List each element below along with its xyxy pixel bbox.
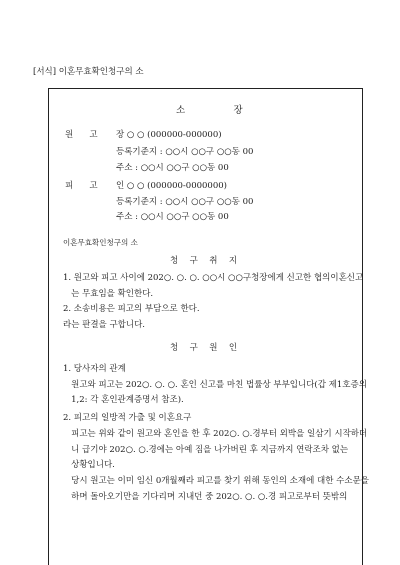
plaintiff-role: 원 고	[65, 130, 98, 140]
plaintiff-address: 주소 : ○○시 ○○구 ○○동 00	[116, 163, 229, 173]
claim-line: 2. 소송비용은 피고의 부담으로 한다.	[63, 304, 200, 314]
reason-line: 2. 피고의 일방적 가출 및 이혼요구	[63, 413, 192, 423]
form-label: [서식] 이혼무효확인청구의 소	[33, 67, 144, 77]
plaintiff-registry: 등록기준지 : ○○시 ○○구 ○○동 00	[116, 147, 254, 157]
reason-line: 하며 돌아오기만을 기다리며 지내던 중 202○. ○. ○.경 피고로부터 뜻밖의	[63, 492, 348, 502]
reason-line: 1,2: 각 혼인관계증명서 참조).	[63, 395, 184, 405]
reason-line: 1. 당사자의 관계	[63, 364, 126, 374]
defendant-registry: 등록기준지 : ○○시 ○○구 ○○동 00	[116, 197, 254, 207]
reason-line: 니 급기야 202○. ○.경에는 아예 짐을 나가버린 후 지금까지 연락조차 없는	[63, 445, 349, 455]
case-name: 이혼무효확인청구의 소	[63, 238, 138, 247]
reason-heading: 청 구 원 인	[170, 343, 240, 353]
reason-line: 피고는 위와 같이 원고와 혼인을 한 후 202○. ○.경부터 외박을 일삼기 시작하더	[63, 429, 368, 439]
claim-heading: 청 구 취 지	[170, 256, 240, 266]
claim-line: 라는 판결을 구합니다.	[63, 320, 146, 330]
plaintiff-name: 장 ○ ○ (000000-000000)	[116, 130, 222, 140]
document-title: 소 장	[176, 105, 243, 116]
claim-line: 는 무효임을 확인한다.	[63, 289, 154, 299]
defendant-address: 주소 : ○○시 ○○구 ○○동 00	[116, 212, 229, 222]
defendant-role: 피 고	[65, 181, 98, 191]
reason-line: 상황입니다.	[63, 460, 115, 470]
claim-line: 1. 원고와 피고 사이에 202○. ○. ○. ○○시 ○○구청장에게 신고한 협의이혼신고	[63, 273, 364, 283]
reason-line: 원고와 피고는 202○. ○. ○. 혼인 신고를 마친 법률상 부부입니다(갑 제1호증의	[63, 380, 367, 390]
reason-line: 당시 원고는 이미 임신 0개월째라 피고를 찾기 위해 동인의 소재에 대한 수소문을	[63, 476, 369, 486]
defendant-name: 인 ○ ○ (000000-0000000)	[116, 181, 227, 191]
